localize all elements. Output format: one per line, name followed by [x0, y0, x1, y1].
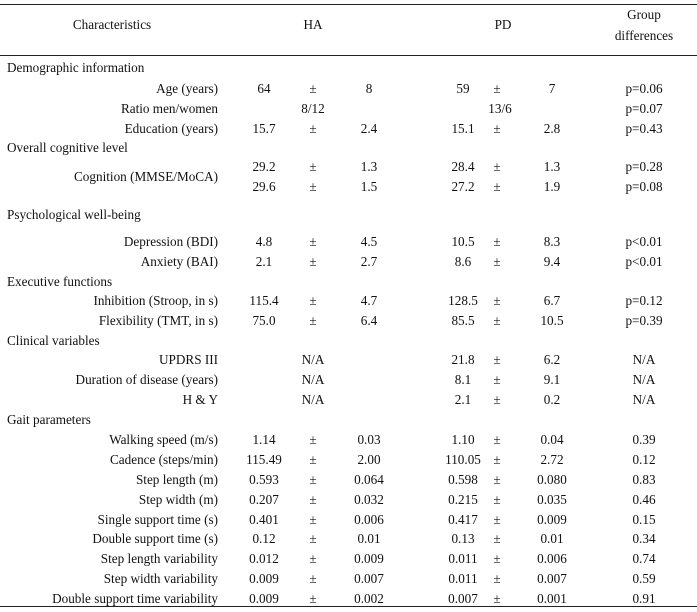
- row-label: UPDRS III: [159, 352, 218, 367]
- pd-mean: 0.007: [448, 591, 478, 606]
- ha-sd: 0.007: [354, 571, 384, 586]
- ha-mean: 64: [257, 81, 271, 96]
- pd-mean: 0.13: [451, 531, 475, 546]
- pd-sd: 0.080: [537, 472, 567, 487]
- ha-mean: 0.012: [249, 551, 279, 566]
- ha-mean: 1.14: [252, 432, 276, 447]
- ha-plus-minus: ±: [309, 159, 317, 174]
- pd-mean: 59: [456, 81, 470, 96]
- group-difference: 0.91: [632, 591, 656, 606]
- pd-mean: 1.10: [451, 432, 475, 447]
- ha-mean: 115.49: [246, 452, 282, 467]
- pd-sd: 0.007: [537, 571, 567, 586]
- pd-sd: 0.001: [537, 591, 567, 606]
- section-title: Clinical variables: [7, 333, 100, 348]
- ha-sd: 4.7: [360, 293, 378, 308]
- ha-mean: 29.6: [252, 179, 276, 194]
- pd-plus-minus: ±: [493, 571, 501, 586]
- pd-sd: 9.4: [543, 254, 561, 269]
- row-label: Depression (BDI): [123, 234, 218, 249]
- ha-plus-minus: ±: [309, 293, 317, 308]
- ha-sd: 4.5: [360, 234, 378, 249]
- section-title: Demographic information: [7, 60, 145, 75]
- pd-plus-minus: ±: [493, 159, 501, 174]
- pd-plus-minus: ±: [493, 531, 501, 546]
- row-label: Duration of disease (years): [75, 372, 218, 387]
- group-difference: N/A: [632, 352, 656, 367]
- header-rule: [0, 55, 697, 56]
- ha-plus-minus: ±: [309, 313, 317, 328]
- pd-plus-minus: ±: [493, 472, 501, 487]
- group-difference: 0.74: [632, 551, 656, 566]
- ha-value: N/A: [301, 372, 325, 387]
- section-title: Overall cognitive level: [7, 140, 128, 155]
- row-label: Step width (m): [138, 492, 218, 507]
- bottom-rule: [0, 606, 697, 607]
- ha-mean: 0.009: [249, 571, 279, 586]
- row-label: Double support time (s): [92, 531, 218, 546]
- pd-mean: 15.1: [451, 121, 475, 136]
- header-ha: HA: [303, 17, 323, 32]
- group-difference: N/A: [632, 372, 656, 387]
- ha-sd: 1.5: [360, 179, 378, 194]
- ha-plus-minus: ±: [309, 452, 317, 467]
- header-characteristics: Characteristics: [72, 17, 152, 32]
- ha-mean: 0.009: [249, 591, 279, 606]
- pd-value: 13/6: [488, 101, 512, 116]
- pd-mean: 0.417: [448, 512, 478, 527]
- top-rule: [0, 4, 697, 5]
- pd-sd: 0.006: [537, 551, 567, 566]
- ha-plus-minus: ±: [309, 432, 317, 447]
- pd-sd: 1.9: [543, 179, 561, 194]
- pd-mean: 8.6: [454, 254, 472, 269]
- ha-mean: 115.4: [249, 293, 279, 308]
- pd-sd: 6.7: [543, 293, 561, 308]
- ha-plus-minus: ±: [309, 551, 317, 566]
- pd-sd: 10.5: [540, 313, 564, 328]
- ha-sd: 8: [365, 81, 373, 96]
- header-group-differences: [615, 4, 673, 46]
- group-difference: 0.12: [632, 452, 656, 467]
- ha-mean: 0.593: [249, 472, 279, 487]
- row-label: Step length variability: [100, 551, 218, 566]
- pd-mean: 110.05: [445, 452, 481, 467]
- ha-plus-minus: ±: [309, 492, 317, 507]
- group-difference: p=0.12: [625, 293, 663, 308]
- header-pd: PD: [494, 17, 512, 32]
- group-difference: 0.46: [632, 492, 656, 507]
- row-label: Age (years): [156, 81, 218, 96]
- group-difference: 0.59: [632, 571, 656, 586]
- pd-mean: 0.011: [448, 571, 478, 586]
- pd-mean: 28.4: [451, 159, 475, 174]
- pd-sd: 2.8: [543, 121, 561, 136]
- ha-plus-minus: ±: [309, 472, 317, 487]
- ha-mean: 75.0: [252, 313, 276, 328]
- ha-sd: 2.7: [360, 254, 378, 269]
- ha-sd: 2.00: [357, 452, 381, 467]
- pd-sd: 0.009: [537, 512, 567, 527]
- row-label: H & Y: [182, 392, 218, 407]
- group-difference: 0.34: [632, 531, 656, 546]
- pd-plus-minus: ±: [493, 432, 501, 447]
- ha-plus-minus: ±: [309, 81, 317, 96]
- row-label: Cognition (MMSE/MoCA): [74, 169, 218, 184]
- row-label: Flexibility (TMT, in s): [98, 313, 218, 328]
- section-title: Executive functions: [7, 274, 113, 289]
- group-difference: p=0.07: [625, 101, 663, 116]
- ha-sd: 0.009: [354, 551, 384, 566]
- pd-mean: 8.1: [454, 372, 472, 387]
- row-label: Double support time variability: [52, 591, 218, 606]
- pd-plus-minus: ±: [493, 254, 501, 269]
- pd-mean: 2.1: [454, 392, 472, 407]
- pd-sd: 9.1: [543, 372, 561, 387]
- pd-mean: 21.8: [451, 352, 475, 367]
- ha-sd: 0.03: [357, 432, 381, 447]
- group-difference: 0.83: [632, 472, 656, 487]
- ha-plus-minus: ±: [309, 571, 317, 586]
- row-label: Education (years): [124, 121, 218, 136]
- ha-plus-minus: ±: [309, 512, 317, 527]
- pd-plus-minus: ±: [493, 452, 501, 467]
- pd-plus-minus: ±: [493, 81, 501, 96]
- pd-mean: 0.011: [448, 551, 478, 566]
- pd-sd: 6.2: [543, 352, 561, 367]
- ha-sd: 6.4: [360, 313, 378, 328]
- pd-mean: 27.2: [451, 179, 475, 194]
- pd-mean: 0.598: [448, 472, 478, 487]
- pd-plus-minus: ±: [493, 179, 501, 194]
- pd-plus-minus: ±: [493, 352, 501, 367]
- row-label: Cadence (steps/min): [109, 452, 218, 467]
- pd-sd: 2.72: [540, 452, 564, 467]
- group-difference: 0.15: [632, 512, 656, 527]
- pd-plus-minus: ±: [493, 512, 501, 527]
- row-label: Step length (m): [135, 472, 218, 487]
- ha-mean: 2.1: [255, 254, 273, 269]
- group-difference: p=0.28: [625, 159, 663, 174]
- ha-plus-minus: ±: [309, 531, 317, 546]
- ha-sd: 0.032: [354, 492, 384, 507]
- pd-plus-minus: ±: [493, 234, 501, 249]
- pd-mean: 10.5: [451, 234, 475, 249]
- group-difference: p=0.06: [625, 81, 663, 96]
- ha-plus-minus: ±: [309, 121, 317, 136]
- group-difference: p=0.43: [625, 121, 663, 136]
- pd-sd: 0.04: [540, 432, 564, 447]
- pd-mean: 0.215: [448, 492, 478, 507]
- ha-mean: 15.7: [252, 121, 276, 136]
- pd-plus-minus: ±: [493, 392, 501, 407]
- ha-sd: 1.3: [360, 159, 378, 174]
- section-title: Psychological well-being: [7, 207, 141, 222]
- group-difference: p=0.08: [625, 179, 663, 194]
- pd-sd: 0.2: [543, 392, 561, 407]
- group-difference: p<0.01: [625, 254, 663, 269]
- row-label: Single support time (s): [97, 512, 218, 527]
- row-label: Walking speed (m/s): [109, 432, 218, 447]
- ha-sd: 0.01: [357, 531, 381, 546]
- group-difference: p=0.39: [625, 313, 663, 328]
- row-label: Inhibition (Stroop, in s): [93, 293, 218, 308]
- header-group-line2: differences: [614, 28, 674, 43]
- pd-mean: 85.5: [451, 313, 475, 328]
- pd-plus-minus: ±: [493, 492, 501, 507]
- ha-sd: 0.002: [354, 591, 384, 606]
- pd-sd: 0.035: [537, 492, 567, 507]
- ha-value: N/A: [301, 352, 325, 367]
- ha-plus-minus: ±: [309, 591, 317, 606]
- pd-plus-minus: ±: [493, 293, 501, 308]
- pd-plus-minus: ±: [493, 551, 501, 566]
- row-label: Step width variability: [103, 571, 218, 586]
- pd-plus-minus: ±: [493, 372, 501, 387]
- pd-sd: 0.01: [540, 531, 564, 546]
- row-label: Ratio men/women: [120, 101, 218, 116]
- ha-value: 8/12: [301, 101, 325, 116]
- pd-mean: 128.5: [448, 293, 478, 308]
- pd-plus-minus: ±: [493, 121, 501, 136]
- pd-plus-minus: ±: [493, 313, 501, 328]
- pd-sd: 7: [548, 81, 556, 96]
- ha-mean: 0.12: [252, 531, 276, 546]
- pd-sd: 1.3: [543, 159, 561, 174]
- ha-sd: 0.064: [354, 472, 384, 487]
- ha-mean: 29.2: [252, 159, 276, 174]
- ha-plus-minus: ±: [309, 234, 317, 249]
- row-label: Anxiety (BAI): [140, 254, 218, 269]
- ha-mean: 0.401: [249, 512, 279, 527]
- group-difference: 0.39: [632, 432, 656, 447]
- header-group-line1: Group: [627, 7, 661, 22]
- ha-sd: 2.4: [360, 121, 378, 136]
- pd-sd: 8.3: [543, 234, 561, 249]
- group-difference: N/A: [632, 392, 656, 407]
- ha-mean: 0.207: [249, 492, 279, 507]
- ha-mean: 4.8: [255, 234, 273, 249]
- group-difference: p<0.01: [625, 234, 663, 249]
- ha-plus-minus: ±: [309, 254, 317, 269]
- section-title: Gait parameters: [7, 412, 91, 427]
- ha-value: N/A: [301, 392, 325, 407]
- ha-plus-minus: ±: [309, 179, 317, 194]
- ha-sd: 0.006: [354, 512, 384, 527]
- pd-plus-minus: ±: [493, 591, 501, 606]
